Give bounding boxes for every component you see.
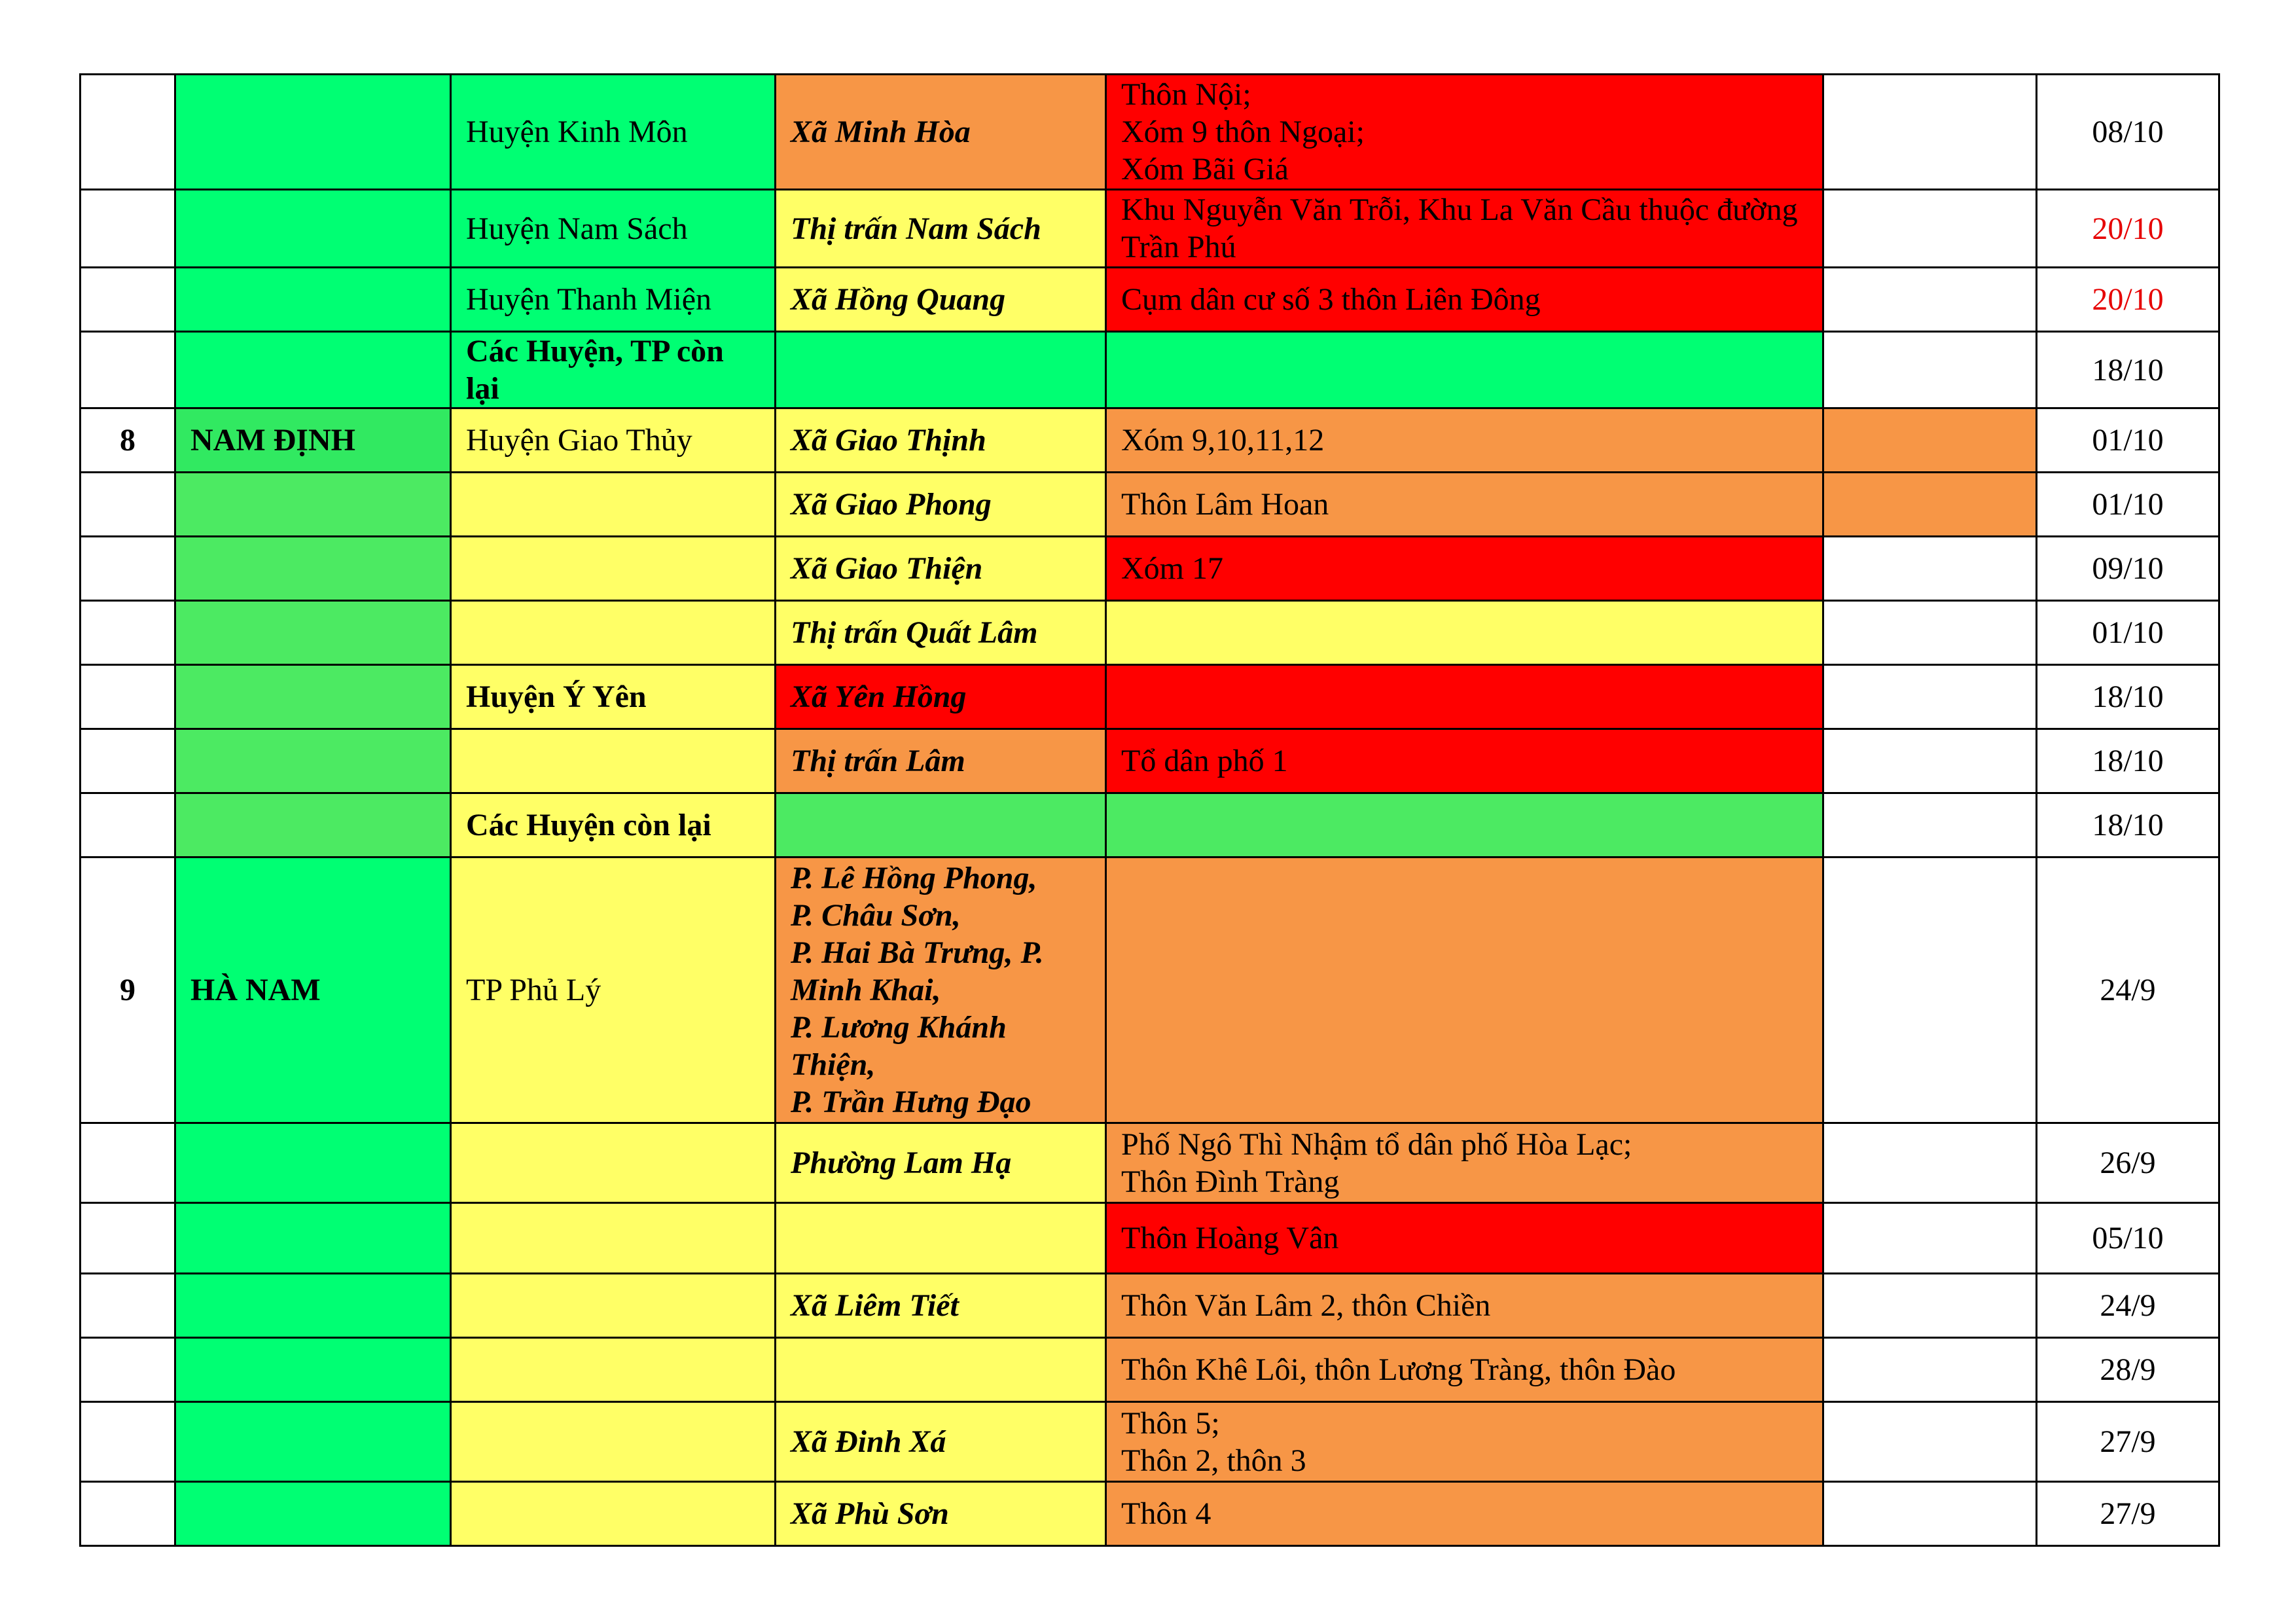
extra-cell [1823, 857, 2037, 1123]
commune-cell [776, 1338, 1106, 1402]
commune-cell: Thị trấn Lâm [776, 729, 1106, 793]
date-cell: 01/10 [2037, 408, 2219, 473]
commune-cell: Xã Giao Thiện [776, 537, 1106, 601]
extra-cell [1823, 1338, 2037, 1402]
date-cell: 18/10 [2037, 729, 2219, 793]
row-number: 9 [81, 857, 175, 1123]
area-cell [1106, 75, 1823, 190]
date-cell: 24/9 [2037, 857, 2219, 1123]
area-cell [1106, 268, 1823, 332]
table-row [81, 601, 2219, 665]
province-cell [175, 793, 451, 857]
row-number [81, 1482, 175, 1546]
row-number [81, 601, 175, 665]
date-cell: 26/9 [2037, 1123, 2219, 1203]
row-number [81, 1402, 175, 1482]
commune-cell: Xã Giao Thịnh [776, 408, 1106, 473]
area-line: Tổ dân phố 1 [1121, 744, 1288, 778]
province-cell [175, 190, 451, 268]
area-cell [1106, 1203, 1823, 1274]
extra-cell [1823, 332, 2037, 408]
table-row [81, 665, 2219, 729]
row-number [81, 332, 175, 408]
province-cell [175, 75, 451, 190]
table-row [81, 332, 2219, 408]
extra-cell [1823, 1274, 2037, 1338]
commune-cell: Xã Đinh Xá [776, 1402, 1106, 1482]
commune-cell: Xã Yên Hồng [776, 665, 1106, 729]
province-cell [175, 665, 451, 729]
district-cell: TP Phủ Lý [451, 857, 776, 1123]
row-number [81, 75, 175, 190]
area-line: Xóm 9,10,11,12 [1121, 423, 1325, 458]
area-line: Thôn Hoàng Vân [1121, 1221, 1339, 1255]
district-cell: Huyện Nam Sách [451, 190, 776, 268]
date-cell: 08/10 [2037, 75, 2219, 190]
district-cell [451, 1203, 776, 1274]
area-line: Thôn Nội; [1121, 77, 1251, 112]
area-cell [1106, 793, 1823, 857]
table-row [81, 473, 2219, 537]
district-cell [451, 1123, 776, 1203]
area-cell [1106, 665, 1823, 729]
row-number: 8 [81, 408, 175, 473]
province-cell [175, 1123, 451, 1203]
row-number [81, 190, 175, 268]
commune-cell: Phường Lam Hạ [776, 1123, 1106, 1203]
extra-cell [1823, 1482, 2037, 1546]
row-number [81, 473, 175, 537]
commune-line: P. Trần Hưng Đạo [791, 1085, 1031, 1119]
row-number [81, 1338, 175, 1402]
district-cell: Các Huyện còn lại [451, 793, 776, 857]
commune-cell [776, 1203, 1106, 1274]
commune-cell: Thị trấn Nam Sách [776, 190, 1106, 268]
date-cell: 27/9 [2037, 1482, 2219, 1546]
table-row [81, 537, 2219, 601]
province-cell [175, 1338, 451, 1402]
district-cell [451, 1402, 776, 1482]
area-line: Thôn 2, thôn 3 [1121, 1443, 1306, 1478]
date-cell: 20/10 [2037, 190, 2219, 268]
date-cell: 20/10 [2037, 268, 2219, 332]
area-line: Thôn 5; [1121, 1405, 1220, 1441]
extra-cell [1823, 665, 2037, 729]
commune-line: Thiện, [791, 1047, 876, 1082]
table-row [81, 1123, 2219, 1203]
area-cell [1106, 408, 1823, 473]
area-line: Thôn 4 [1121, 1496, 1211, 1531]
area-cell [1106, 601, 1823, 665]
province-cell [175, 1402, 451, 1482]
commune-line: P. Lê Hồng Phong, [791, 861, 1037, 895]
commune-cell [776, 857, 1106, 1123]
province-cell [175, 729, 451, 793]
extra-cell [1823, 1402, 2037, 1482]
table-row [81, 1203, 2219, 1274]
district-cell: Huyện Kinh Môn [451, 75, 776, 190]
row-number [81, 1123, 175, 1203]
area-cell [1106, 190, 1823, 268]
table-row [81, 1402, 2219, 1482]
row-number [81, 1274, 175, 1338]
commune-cell: Xã Liêm Tiết [776, 1274, 1106, 1338]
district-cell [451, 473, 776, 537]
extra-cell [1823, 729, 2037, 793]
commune-cell: Thị trấn Quất Lâm [776, 601, 1106, 665]
commune-line: P. Lương Khánh [791, 1010, 1007, 1045]
area-line: Xóm 17 [1121, 551, 1223, 586]
commune-line: P. Hai Bà Trưng, P. [791, 935, 1044, 970]
extra-cell [1823, 793, 2037, 857]
table-row [81, 1482, 2219, 1546]
province-cell [175, 1274, 451, 1338]
area-line: Thôn Văn Lâm 2, thôn Chiền [1121, 1288, 1491, 1323]
area-cell [1106, 473, 1823, 537]
district-cell: Các Huyện, TP còn lại [451, 332, 776, 408]
area-line: Thôn Lâm Hoan [1121, 487, 1329, 522]
area-cell [1106, 1482, 1823, 1546]
area-cell [1106, 1123, 1823, 1203]
province-cell [175, 537, 451, 601]
date-cell: 24/9 [2037, 1274, 2219, 1338]
extra-cell [1823, 190, 2037, 268]
district-cell [451, 601, 776, 665]
extra-cell [1823, 75, 2037, 190]
commune-cell: Xã Giao Phong [776, 473, 1106, 537]
row-number [81, 729, 175, 793]
commune-cell [776, 793, 1106, 857]
commune-cell [776, 332, 1106, 408]
area-cell [1106, 332, 1823, 408]
province-cell [175, 268, 451, 332]
row-number [81, 537, 175, 601]
province-cell [175, 332, 451, 408]
commune-cell: Xã Hồng Quang [776, 268, 1106, 332]
commune-line: Minh Khai, [791, 973, 941, 1007]
table-row [81, 268, 2219, 332]
province-cell: HÀ NAM [175, 857, 451, 1123]
district-cell [451, 537, 776, 601]
row-number [81, 665, 175, 729]
table-row [81, 1274, 2219, 1338]
date-cell: 09/10 [2037, 537, 2219, 601]
extra-cell [1823, 537, 2037, 601]
outbreak-zone-table [79, 73, 2220, 1547]
table-row [81, 75, 2219, 190]
area-cell [1106, 1274, 1823, 1338]
area-cell [1106, 1338, 1823, 1402]
area-line: Phố Ngô Thì Nhậm tổ dân phố Hòa Lạc; [1121, 1127, 1632, 1162]
province-cell [175, 1482, 451, 1546]
extra-cell [1823, 601, 2037, 665]
province-cell [175, 473, 451, 537]
area-cell [1106, 537, 1823, 601]
area-line: Thôn Khê Lôi, thôn Lương Tràng, thôn Đào [1121, 1352, 1676, 1387]
extra-cell [1823, 268, 2037, 332]
area-cell [1106, 729, 1823, 793]
commune-line: P. Châu Sơn, [791, 898, 961, 933]
date-cell: 01/10 [2037, 473, 2219, 537]
date-cell: 28/9 [2037, 1338, 2219, 1402]
date-cell: 18/10 [2037, 665, 2219, 729]
area-line: Xóm Bãi Giá [1121, 152, 1289, 187]
area-line: Khu Nguyễn Văn Trỗi, Khu La Văn Cầu thuộc đường Trần Phú [1121, 192, 1805, 264]
date-cell: 01/10 [2037, 601, 2219, 665]
extra-cell [1823, 1123, 2037, 1203]
commune-cell: Xã Phù Sơn [776, 1482, 1106, 1546]
district-cell [451, 1482, 776, 1546]
date-cell: 05/10 [2037, 1203, 2219, 1274]
province-cell: NAM ĐỊNH [175, 408, 451, 473]
district-cell: Huyện Giao Thủy [451, 408, 776, 473]
area-line: Cụm dân cư số 3 thôn Liên Đông [1121, 282, 1541, 317]
extra-cell [1823, 1203, 2037, 1274]
date-cell: 18/10 [2037, 332, 2219, 408]
row-number [81, 793, 175, 857]
extra-cell [1823, 473, 2037, 537]
row-number [81, 268, 175, 332]
extra-cell [1823, 408, 2037, 473]
table-row [81, 857, 2219, 1123]
district-cell: Huyện Ý Yên [451, 665, 776, 729]
row-number [81, 1203, 175, 1274]
table-row [81, 793, 2219, 857]
province-cell [175, 601, 451, 665]
commune-cell: Xã Minh Hòa [776, 75, 1106, 190]
area-cell [1106, 1402, 1823, 1482]
district-cell [451, 1338, 776, 1402]
table-row [81, 408, 2219, 473]
date-cell: 18/10 [2037, 793, 2219, 857]
district-cell: Huyện Thanh Miện [451, 268, 776, 332]
table-row [81, 729, 2219, 793]
province-cell [175, 1203, 451, 1274]
district-cell [451, 1274, 776, 1338]
table-row [81, 1338, 2219, 1402]
district-cell [451, 729, 776, 793]
area-cell [1106, 857, 1823, 1123]
date-cell: 27/9 [2037, 1402, 2219, 1482]
area-line: Xóm 9 thôn Ngoại; [1121, 115, 1365, 149]
area-line: Thôn Đình Tràng [1121, 1164, 1340, 1199]
table-row [81, 190, 2219, 268]
